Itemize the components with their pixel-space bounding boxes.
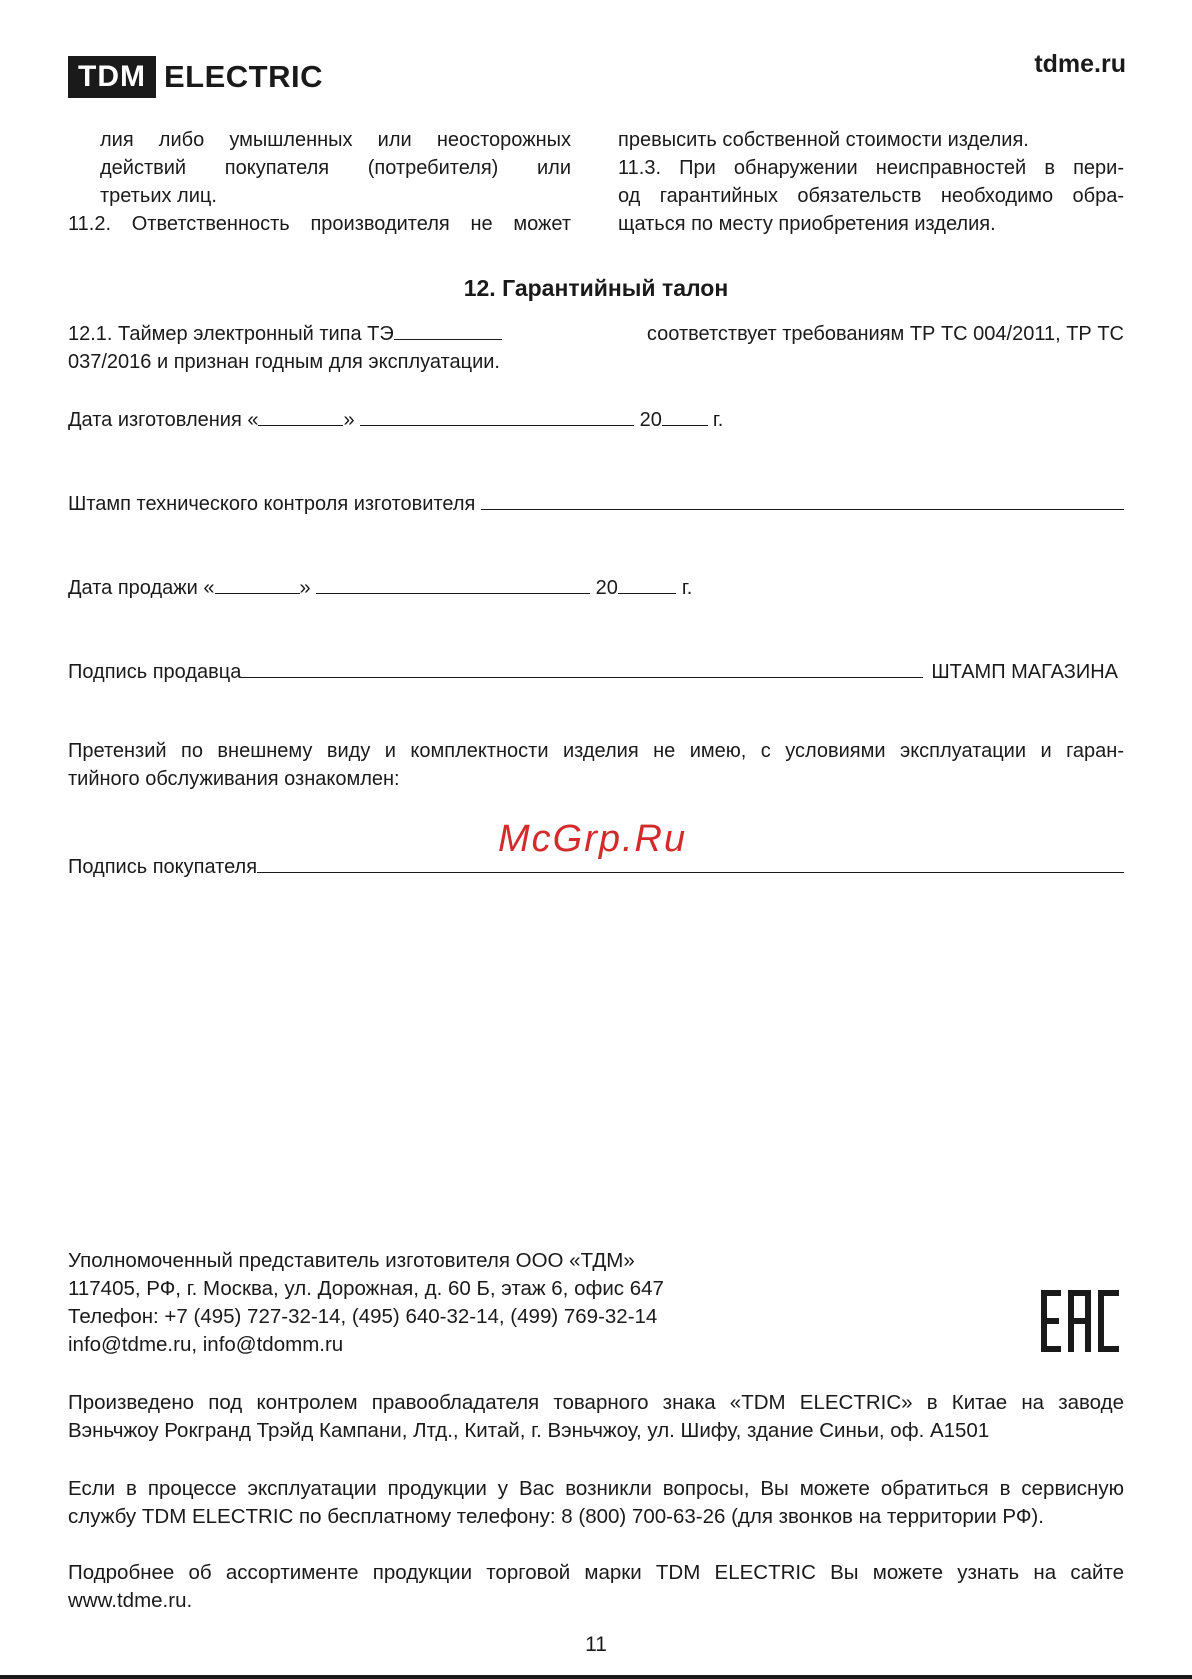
year-suffix: г. — [712, 409, 724, 431]
date-of-manufacture-row — [68, 403, 723, 432]
text-line: 11.3. При обнаружении неисправностей в пери- — [618, 157, 1124, 179]
manufactured-under-control — [68, 1389, 1124, 1445]
more-info — [68, 1559, 1124, 1615]
text-line: третьих лиц. — [100, 185, 217, 207]
eac-mark-icon — [1041, 1290, 1119, 1352]
text-line: 117405, РФ, г. Москва, ул. Дорожная, д. 60 Б, этаж 6, офис 647 — [68, 1277, 664, 1300]
logo-box-text: TDM — [68, 56, 156, 98]
quote-close: » — [299, 577, 311, 599]
text-line: Телефон: +7 (495) 727-32-14, (495) 640-32-14, (499) 769-32-14 — [68, 1305, 658, 1328]
date-made-label: Дата изготовления « — [68, 409, 259, 431]
bottom-border — [0, 1675, 1192, 1679]
month-blank-line[interactable] — [316, 571, 590, 594]
text-line: превысить собственной стоимости изделия. — [618, 129, 1029, 151]
text-line: действий покупателя (потребителя) или — [100, 157, 571, 179]
text-line: Если в процессе эксплуатации продукции у Вас возникли вопросы, Вы можете обратиться в сервисную — [68, 1477, 1124, 1500]
date-of-sale-row — [68, 571, 692, 600]
shop-stamp-label: ШТАМП МАГАЗИНА — [931, 661, 1118, 683]
text-line: Произведено под контролем правообладателя товарного знака «TDM ELECTRIC» в Китае на заводе — [68, 1391, 1124, 1414]
section-11-right-column — [618, 126, 1124, 238]
year-blank-line[interactable] — [662, 403, 708, 426]
text-line: Вэньчжоу Рокгранд Трэйд Кампани, Лтд., Китай, г. Вэньчжоу, ул. Шифу, здание Синьи, оф. А1501 — [68, 1419, 990, 1442]
date-sale-label: Дата продажи « — [68, 577, 215, 599]
year-prefix: 20 — [639, 409, 662, 431]
day-blank-line[interactable] — [215, 571, 300, 594]
section-title: 12. Гарантийный талон — [463, 275, 729, 301]
header-site: tdme.ru — [1034, 50, 1126, 78]
type-blank-line[interactable] — [394, 317, 502, 340]
day-blank-line[interactable] — [258, 403, 343, 426]
text-line: лия либо умышленных или неосторожных — [100, 129, 571, 151]
quote-close: » — [343, 409, 355, 431]
text-line: службу TDM ELECTRIC по бесплатному телефону: 8 (800) 700-63-26 (для звонков на территории РФ). — [68, 1505, 1044, 1528]
text-line: Уполномоченный представитель изготовителя ООО «ТДМ» — [68, 1249, 635, 1272]
text-line: Претензий по внешнему виду и комплектности изделия не имею, с условиями эксплуатации и гаран- — [68, 740, 1124, 762]
seller-signature-label: Подпись продавца — [68, 661, 242, 683]
tech-control-stamp-row — [68, 487, 1124, 516]
logo-word-text: ELECTRIC — [163, 59, 323, 94]
tech-stamp-label: Штамп технического контроля изготовителя — [68, 493, 476, 515]
service-info — [68, 1475, 1124, 1531]
claims-statement — [68, 737, 1124, 793]
month-blank-line[interactable] — [360, 403, 634, 426]
clause-12-1 — [68, 317, 1124, 376]
watermark-text: McGrp.Ru — [498, 818, 688, 860]
text-line: од гарантийных обязательств необходимо обра- — [618, 185, 1124, 207]
website-link[interactable]: www.tdme.ru. — [68, 1589, 193, 1612]
section-11-left-column — [68, 126, 571, 238]
text-line: info@tdme.ru, info@tdomm.ru — [68, 1333, 344, 1356]
year-blank-line[interactable] — [618, 571, 676, 594]
text-line: Подробнее об ассортименте продукции торговой марки TDM ELECTRIC Вы можете узнать на сайте — [68, 1561, 1124, 1584]
text-line: 11.2. Ответственность производителя не может — [68, 213, 571, 235]
tech-stamp-blank-line[interactable] — [481, 487, 1124, 510]
buyer-signature-blank-line[interactable] — [257, 850, 1124, 873]
year-suffix: г. — [681, 577, 693, 599]
text-line: тийного обслуживания ознакомлен: — [68, 768, 400, 790]
page-number: 11 — [585, 1633, 607, 1656]
text-line: щаться по месту приобретения изделия. — [618, 213, 996, 235]
tdm-electric-logo — [68, 56, 323, 98]
authorized-representative — [68, 1247, 664, 1359]
clause-text: 12.1. Таймер электронный типа ТЭ — [68, 323, 394, 345]
clause-text: 037/2016 и признан годным для эксплуатации. — [68, 351, 500, 373]
year-prefix: 20 — [595, 577, 618, 599]
seller-signature-row — [68, 655, 1118, 684]
seller-signature-blank-line[interactable] — [241, 655, 923, 678]
buyer-signature-label: Подпись покупателя — [68, 856, 258, 878]
clause-text: соответствует требованиям ТР ТС 004/2011, ТР ТС — [646, 323, 1124, 345]
